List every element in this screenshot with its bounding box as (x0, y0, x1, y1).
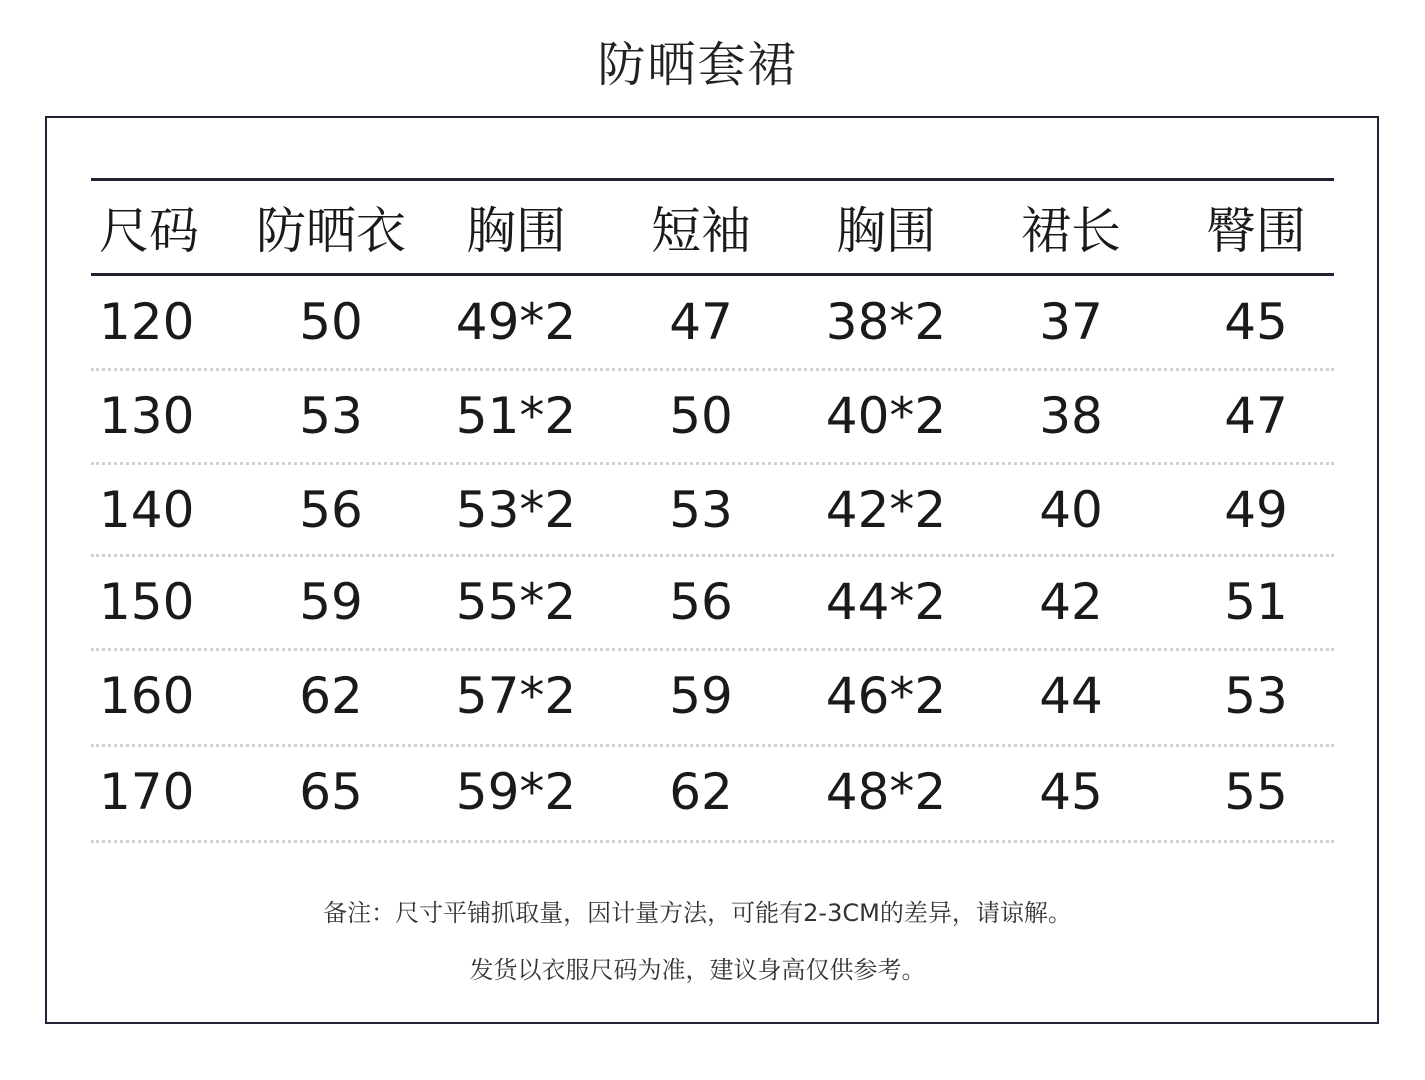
table-row (91, 746, 1334, 838)
cell-sun-jacket: 56 (299, 481, 363, 539)
cell-skirt-chest: 38*2 (825, 293, 947, 351)
table-row (91, 464, 1334, 556)
cell-short-sleeve: 50 (669, 387, 733, 445)
cell-short-sleeve: 56 (669, 573, 733, 631)
table-row (91, 650, 1334, 742)
header-size: 尺码 (99, 202, 199, 260)
cell-sun-jacket: 59 (299, 573, 363, 631)
cell-skirt-length: 45 (1039, 763, 1103, 821)
cell-size: 150 (99, 573, 195, 631)
cell-hip: 51 (1224, 573, 1288, 631)
cell-skirt-chest: 42*2 (825, 481, 947, 539)
header-short-sleeve: 短袖 (651, 202, 751, 260)
cell-size: 120 (99, 293, 195, 351)
cell-sun-jacket: 50 (299, 293, 363, 351)
header-skirt-chest: 胸围 (836, 202, 936, 260)
table-header-row (91, 181, 1334, 273)
table-row (91, 370, 1334, 462)
cell-short-sleeve: 53 (669, 481, 733, 539)
cell-skirt-chest: 40*2 (825, 387, 947, 445)
cell-hip: 53 (1224, 667, 1288, 725)
cell-jacket-chest: 55*2 (455, 573, 577, 631)
page-title: 防晒套裙 (597, 37, 798, 93)
cell-hip: 47 (1224, 387, 1288, 445)
table-row (91, 556, 1334, 648)
cell-skirt-chest: 48*2 (825, 763, 947, 821)
cell-skirt-length: 37 (1039, 293, 1103, 351)
cell-size: 170 (99, 763, 195, 821)
cell-hip: 49 (1224, 481, 1288, 539)
header-hip: 臀围 (1206, 202, 1306, 260)
cell-size: 130 (99, 387, 195, 445)
cell-short-sleeve: 59 (669, 667, 733, 725)
cell-jacket-chest: 51*2 (455, 387, 577, 445)
cell-skirt-length: 40 (1039, 481, 1103, 539)
cell-jacket-chest: 53*2 (455, 481, 577, 539)
cell-hip: 55 (1224, 763, 1288, 821)
cell-skirt-length: 38 (1039, 387, 1103, 445)
note-shipping-size: 发货以衣服尺码为准，建议身高仅供参考。 (469, 956, 926, 984)
cell-jacket-chest: 57*2 (455, 667, 577, 725)
cell-skirt-chest: 46*2 (825, 667, 947, 725)
cell-short-sleeve: 62 (669, 763, 733, 821)
table-row (91, 276, 1334, 368)
header-sun-jacket: 防晒衣 (256, 202, 406, 260)
cell-hip: 45 (1224, 293, 1288, 351)
cell-skirt-length: 44 (1039, 667, 1103, 725)
cell-sun-jacket: 53 (299, 387, 363, 445)
cell-sun-jacket: 65 (299, 763, 363, 821)
cell-size: 160 (99, 667, 195, 725)
cell-sun-jacket: 62 (299, 667, 363, 725)
cell-jacket-chest: 49*2 (455, 293, 577, 351)
cell-skirt-length: 42 (1039, 573, 1103, 631)
cell-size: 140 (99, 481, 195, 539)
header-skirt-length: 裙长 (1021, 202, 1121, 260)
cell-skirt-chest: 44*2 (825, 573, 947, 631)
header-jacket-chest: 胸围 (466, 202, 566, 260)
note-measurement-disclaimer: 备注：尺寸平铺抓取量，因计量方法，可能有2-3CM的差异，请谅解。 (323, 899, 1072, 927)
cell-jacket-chest: 59*2 (455, 763, 577, 821)
row-divider (91, 840, 1334, 843)
cell-short-sleeve: 47 (669, 293, 733, 351)
